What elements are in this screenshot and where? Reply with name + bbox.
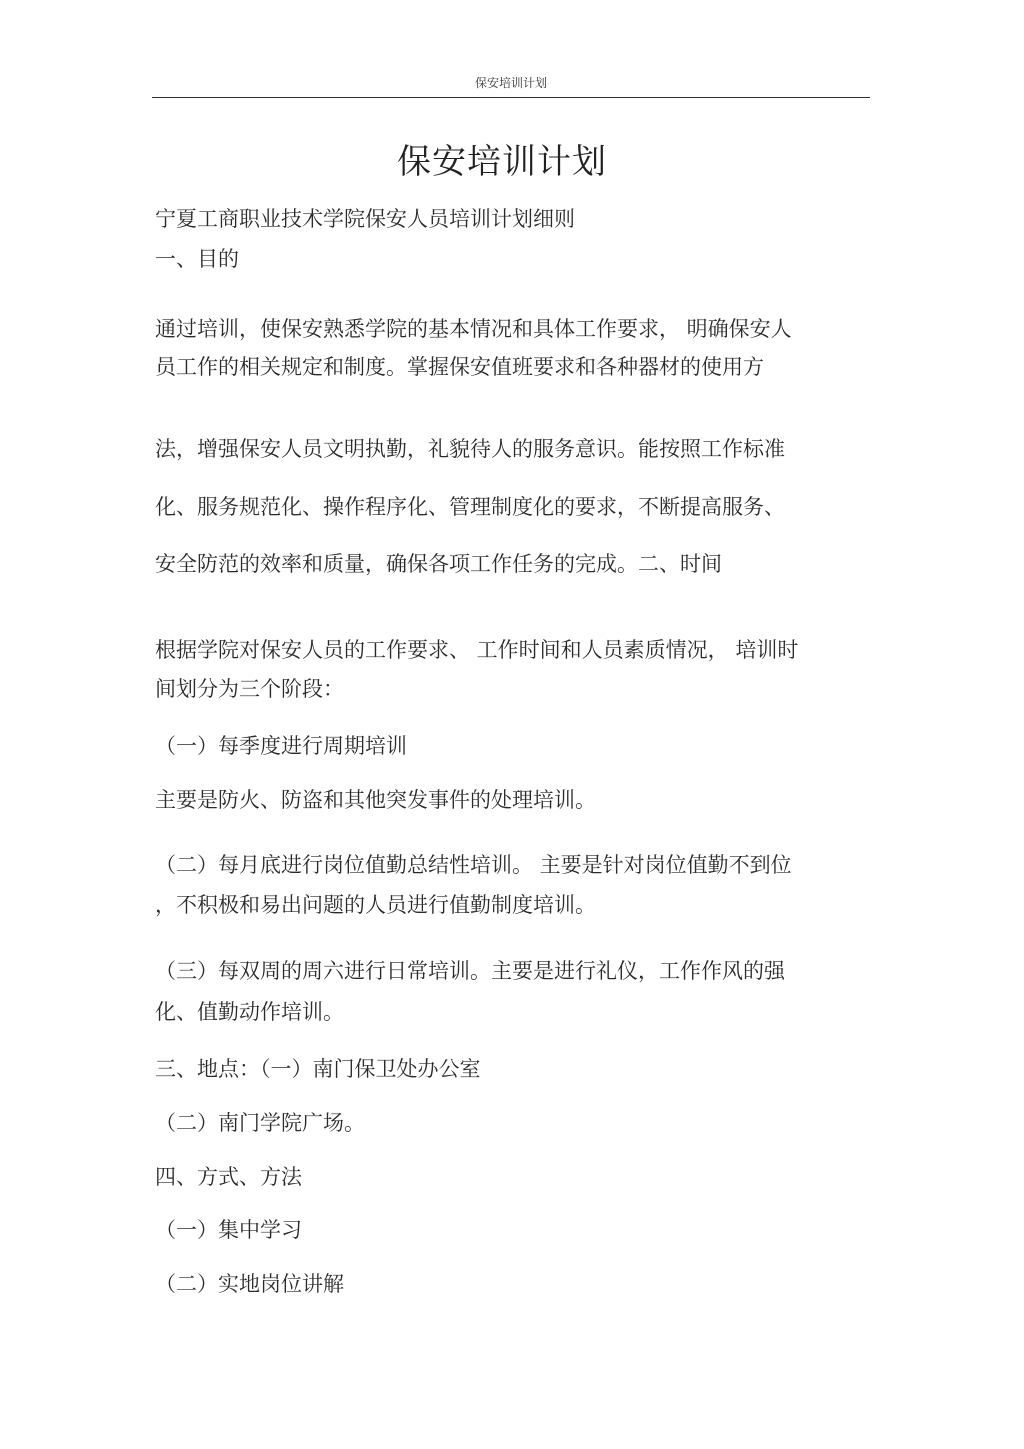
paragraph-line: ，不积极和易出问题的人员进行值勤制度培训。: [155, 893, 596, 917]
paragraph-line: 安全防范的效率和质量，确保各项工作任务的完成。二、时间: [155, 552, 722, 576]
header-divider: [152, 97, 870, 98]
document-subtitle: 宁夏工商职业技术学院保安人员培训计划细则: [155, 207, 575, 231]
list-item: （二）南门学院广场。: [155, 1111, 365, 1135]
paragraph-line: 化、服务规范化、操作程序化、管理制度化的要求，不断提高服务、: [155, 495, 785, 519]
paragraph-line: 主要是防火、防盗和其他突发事件的处理培训。: [155, 788, 596, 812]
list-item: （三）每双周的周六进行日常培训。主要是进行礼仪，工作作风的强: [155, 959, 785, 983]
section-heading-location: 三、地点：（一）南门保卫处办公室: [155, 1057, 481, 1081]
paragraph-line: 根据学院对保安人员的工作要求、 工作时间和人员素质情况， 培训时: [155, 638, 799, 662]
paragraph-line: 员工作的相关规定和制度。掌握保安值班要求和各种器材的使用方: [155, 355, 764, 379]
paragraph-line: 间划分为三个阶段：: [155, 677, 344, 701]
running-header: 保安培训计划: [474, 76, 547, 90]
list-item: （一）集中学习: [155, 1218, 302, 1242]
list-item: （二）实地岗位讲解: [155, 1272, 344, 1296]
paragraph-line: 通过培训，使保安熟悉学院的基本情况和具体工作要求， 明确保安人: [155, 317, 792, 341]
section-heading-purpose: 一、目的: [155, 247, 239, 271]
section-heading-methods: 四、方式、方法: [155, 1165, 302, 1189]
list-item: （一）每季度进行周期培训: [155, 734, 407, 758]
paragraph-line: 化、值勤动作培训。: [155, 1000, 344, 1024]
document-title: 保安培训计划: [397, 142, 607, 182]
list-item: （二）每月底进行岗位值勤总结性培训。 主要是针对岗位值勤不到位: [155, 853, 792, 877]
paragraph-line: 法，增强保安人员文明执勤，礼貌待人的服务意识。能按照工作标准: [155, 437, 785, 461]
